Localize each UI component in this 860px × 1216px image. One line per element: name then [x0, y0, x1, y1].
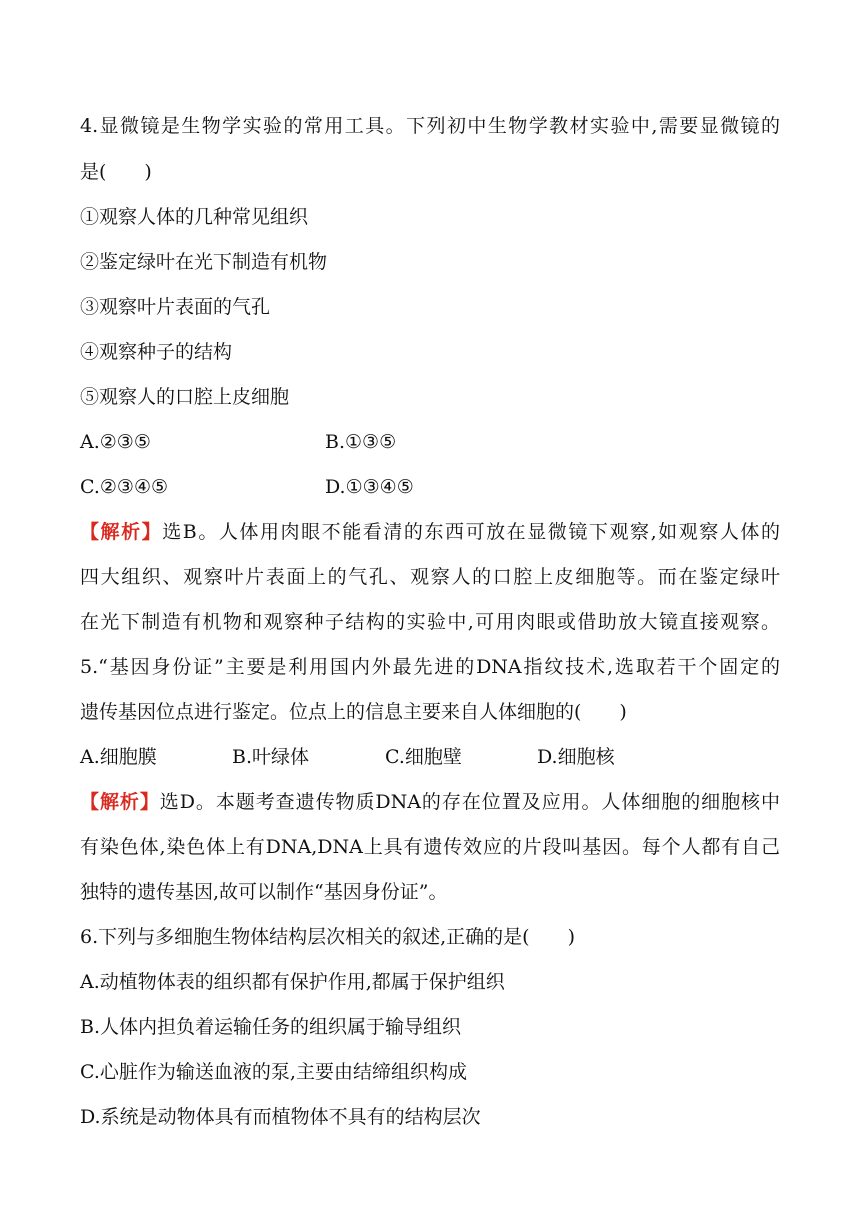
q4-option-c: C.②③④⑤ — [80, 476, 169, 498]
q4-stem-line-2: 是( ) — [80, 161, 152, 183]
q4-analysis-text-1: 选B。人体用肉眼不能看清的东西可放在显微镜下观察,如观察人体的 — [162, 521, 780, 543]
q4-analysis-line-3: 在光下制造有机物和观察种子结构的实验中,可用肉眼或借助放大镜直接观察。 — [80, 611, 780, 633]
q5-stem-line-2: 遗传基因位点进行鉴定。位点上的信息主要来自人体细胞的( ) — [80, 701, 627, 723]
q5-analysis-tag: 【解析】 — [80, 791, 160, 813]
q4-item-1: ①观察人体的几种常见组织 — [80, 206, 309, 228]
q4-item-5: ⑤观察人的口腔上皮细胞 — [80, 386, 290, 408]
q5-analysis-line-2: 有染色体,染色体上有DNA,DNA上具有遗传效应的片段叫基因。每个人都有自己 — [80, 836, 780, 858]
q4-item-2: ②鉴定绿叶在光下制造有机物 — [80, 251, 328, 273]
q4-analysis-line-1 — [80, 519, 780, 545]
q5-stem-line-1: 5.“基因身份证”主要是利用国内外最先进的DNA指纹技术,选取若干个固定的 — [80, 656, 780, 678]
q5-option-b: B.叶绿体 — [232, 746, 310, 768]
q6-option-b: B.人体内担负着运输任务的组织属于输导组织 — [80, 1016, 462, 1038]
q5-analysis-line-3: 独特的遗传基因,故可以制作“基因身份证”。 — [80, 881, 448, 903]
q4-analysis-tag: 【解析】 — [80, 521, 163, 543]
q4-item-4: ④观察种子的结构 — [80, 341, 233, 363]
q4-item-3: ③观察叶片表面的气孔 — [80, 296, 271, 318]
q5-option-a: A.细胞膜 — [80, 746, 157, 768]
q5-option-c: C.细胞壁 — [385, 746, 462, 768]
q4-option-b: B.①③⑤ — [325, 431, 397, 453]
q4-option-a: A.②③⑤ — [80, 431, 151, 453]
q6-option-c: C.心脏作为输送血液的泵,主要由结缔组织构成 — [80, 1061, 467, 1083]
q6-option-a: A.动植物体表的组织都有保护作用,都属于保护组织 — [80, 971, 505, 993]
q5-analysis-line-1 — [80, 789, 780, 815]
q4-option-d: D.①③④⑤ — [325, 476, 414, 498]
q6-stem: 6.下列与多细胞生物体结构层次相关的叙述,正确的是( ) — [80, 926, 575, 948]
q5-option-d: D.细胞核 — [537, 746, 615, 768]
q4-stem-line-1: 4.显微镜是生物学实验的常用工具。下列初中生物学教材实验中,需要显微镜的 — [80, 115, 780, 137]
q4-analysis-line-2: 四大组织、观察叶片表面上的气孔、观察人的口腔上皮细胞等。而在鉴定绿叶 — [80, 566, 780, 588]
q5-analysis-text-1: 选D。本题考查遗传物质DNA的存在位置及应用。人体细胞的细胞核中 — [159, 791, 780, 813]
q6-option-d: D.系统是动物体具有而植物体不具有的结构层次 — [80, 1106, 481, 1128]
